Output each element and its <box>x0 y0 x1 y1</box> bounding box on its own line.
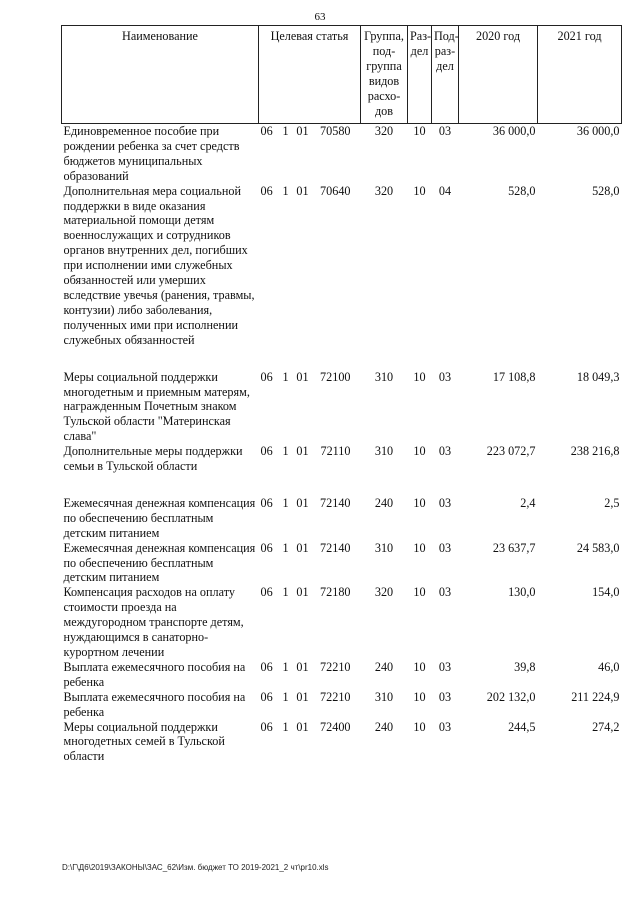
row-group: 310 <box>374 689 394 704</box>
page-number: 63 <box>314 11 326 23</box>
target-article-part: 72180 <box>320 585 351 600</box>
row-group: 320 <box>374 585 394 600</box>
target-article-part: 1 <box>282 183 289 198</box>
header-group: Группа, под-группа видов расхо-дов <box>361 26 408 124</box>
target-article-part: 1 <box>282 495 289 510</box>
row-name: Дополнительная мера социальной поддержки в виде оказания материальной помощи детям военнослужащих и сотрудников органов внутренних дел, погибших при исполнении ими служебных обязанностей или умерших вследствие увечья (ранения, травмы, контузии) либо заболевания, полученных ими при исполнении служебных обязанностей <box>63 183 255 347</box>
table-row <box>62 720 622 765</box>
row-value-2020: 2,4 <box>520 495 536 510</box>
row-section: 10 <box>413 719 426 734</box>
row-subsection: 03 <box>438 444 452 459</box>
target-article-part: 72210 <box>320 659 351 674</box>
table-row <box>62 660 622 690</box>
row-section: 10 <box>413 495 426 510</box>
table-row <box>62 444 622 474</box>
target-article-part: 01 <box>296 183 309 198</box>
row-target-article <box>259 124 361 184</box>
target-article-part: 06 <box>260 689 273 704</box>
row-group: 320 <box>374 124 394 138</box>
row-value-2021: 154,0 <box>592 585 620 600</box>
row-value-2021: 211 224,9 <box>571 689 620 704</box>
row-spacer <box>62 348 622 370</box>
row-name: Компенсация расходов на оплату стоимости проезда на междугородном транспорте детям, нуждающимся в санаторно-курортном лечении <box>63 585 244 659</box>
row-value-2021: 36 000,0 <box>576 124 620 138</box>
target-article-part: 1 <box>282 689 289 704</box>
row-subsection: 03 <box>438 124 452 138</box>
row-target-article <box>259 660 361 690</box>
row-name: Единовременное пособие при рождении ребенка за счет средств бюджетов муниципальных образований <box>63 124 240 183</box>
target-article-part: 72140 <box>320 495 351 510</box>
target-article-part: 1 <box>282 124 289 138</box>
table-row <box>62 184 622 348</box>
target-article-part: 1 <box>282 719 289 734</box>
target-article-part: 06 <box>260 495 273 510</box>
row-group: 240 <box>374 495 394 510</box>
table-row <box>62 370 622 445</box>
row-name: Выплата ежемесячного пособия на ребенка <box>63 689 246 719</box>
row-spacer-cell <box>62 348 622 370</box>
row-value-2021: 46,0 <box>598 659 620 674</box>
row-subsection: 03 <box>438 495 452 510</box>
row-group: 310 <box>374 540 394 555</box>
row-target-article <box>259 690 361 720</box>
row-section: 10 <box>413 659 426 674</box>
target-article-part: 70640 <box>320 183 351 198</box>
row-value-2020: 130,0 <box>508 585 536 600</box>
table-row <box>62 585 622 660</box>
target-article-part: 01 <box>296 689 309 704</box>
target-article-part: 72110 <box>320 444 351 459</box>
target-article-part: 06 <box>260 719 273 734</box>
row-name: Дополнительные меры поддержки семьи в Тульской области <box>63 444 243 474</box>
header-year-2020: 2020 год <box>459 26 538 124</box>
target-article-part: 06 <box>260 183 273 198</box>
header-subsection: Под-раз-дел <box>432 26 459 124</box>
row-value-2020: 23 637,7 <box>492 540 536 555</box>
target-article-part: 01 <box>296 444 309 459</box>
row-value-2020: 36 000,0 <box>492 124 536 138</box>
target-article-part: 06 <box>260 124 273 138</box>
row-spacer-cell <box>62 474 622 496</box>
table-row <box>62 541 622 586</box>
row-section: 10 <box>413 540 426 555</box>
target-article-part: 06 <box>260 540 273 555</box>
row-subsection: 03 <box>438 689 452 704</box>
row-subsection: 03 <box>438 585 452 600</box>
target-article-part: 06 <box>260 659 273 674</box>
row-subsection: 03 <box>438 659 452 674</box>
row-target-article <box>259 444 361 474</box>
row-section: 10 <box>413 124 426 138</box>
row-value-2020: 223 072,7 <box>486 444 536 459</box>
row-value-2021: 274,2 <box>592 719 620 734</box>
row-section: 10 <box>413 585 426 600</box>
row-value-2020: 528,0 <box>508 183 536 198</box>
row-target-article <box>259 184 361 348</box>
target-article-part: 1 <box>282 659 289 674</box>
target-article-part: 01 <box>296 659 309 674</box>
row-value-2021: 528,0 <box>592 183 620 198</box>
row-value-2021: 2,5 <box>604 495 620 510</box>
target-article-part: 1 <box>282 444 289 459</box>
row-name: Меры социальной поддержки многодетных семей в Тульской области <box>63 719 225 764</box>
row-value-2020: 244,5 <box>508 719 536 734</box>
header-section: Раз-дел <box>408 26 432 124</box>
table-header-row <box>62 26 622 124</box>
target-article-part: 01 <box>296 540 309 555</box>
row-target-article <box>259 585 361 660</box>
target-article-part: 72140 <box>320 540 351 555</box>
row-group: 240 <box>374 659 394 674</box>
header-name: Наименование <box>62 26 259 124</box>
target-article-part: 06 <box>260 444 273 459</box>
row-name: Меры социальной поддержки многодетным и приемным матерям, награжденным Почетным знаком Тульской области "Материнская слава" <box>63 369 250 444</box>
row-value-2020: 39,8 <box>514 659 536 674</box>
row-subsection: 04 <box>438 183 452 198</box>
target-article-part: 01 <box>296 719 309 734</box>
target-article-part: 1 <box>282 369 289 384</box>
target-article-part: 06 <box>260 585 273 600</box>
row-group: 310 <box>374 369 394 384</box>
row-group: 240 <box>374 719 394 734</box>
row-name: Ежемесячная денежная компенсация по обеспечению бесплатным детским питанием <box>63 540 256 585</box>
target-article-part: 72100 <box>320 369 351 384</box>
row-group: 320 <box>374 183 394 198</box>
row-section: 10 <box>413 444 426 459</box>
row-value-2020: 202 132,0 <box>486 689 536 704</box>
target-article-part: 1 <box>282 540 289 555</box>
table-row <box>62 124 622 184</box>
target-article-part: 72400 <box>320 719 351 734</box>
row-subsection: 03 <box>438 719 452 734</box>
table-row <box>62 690 622 720</box>
row-target-article <box>259 720 361 765</box>
row-name: Ежемесячная денежная компенсация по обеспечению бесплатным детским питанием <box>63 495 256 540</box>
row-name: Выплата ежемесячного пособия на ребенка <box>63 659 246 689</box>
target-article-part: 06 <box>260 369 273 384</box>
header-target-article: Целевая статья <box>259 26 361 124</box>
row-target-article <box>259 370 361 445</box>
row-section: 10 <box>413 369 426 384</box>
file-path-footer: D:\Г\Д6\2019\ЗАКОНЫ\ЗАС_62\Изм. бюджет ТО 2019-2021_2 чт\pr10.xls <box>62 863 329 872</box>
target-article-part: 01 <box>296 585 309 600</box>
target-article-part: 1 <box>282 585 289 600</box>
target-article-part: 01 <box>296 124 309 138</box>
row-group: 310 <box>374 444 394 459</box>
row-target-article <box>259 541 361 586</box>
target-article-part: 70580 <box>320 124 351 138</box>
row-section: 10 <box>413 183 426 198</box>
row-target-article <box>259 496 361 541</box>
row-subsection: 03 <box>438 369 452 384</box>
row-value-2021: 24 583,0 <box>576 540 620 555</box>
row-value-2021: 18 049,3 <box>576 369 620 384</box>
target-article-part: 01 <box>296 495 309 510</box>
target-article-part: 01 <box>296 369 309 384</box>
row-subsection: 03 <box>438 540 452 555</box>
row-spacer <box>62 474 622 496</box>
row-section: 10 <box>413 689 426 704</box>
target-article-part: 72210 <box>320 689 351 704</box>
table-row <box>62 496 622 541</box>
row-value-2021: 238 216,8 <box>570 444 620 459</box>
budget-table <box>61 25 622 764</box>
row-value-2020: 17 108,8 <box>492 369 536 384</box>
header-year-2021: 2021 год <box>538 26 622 124</box>
